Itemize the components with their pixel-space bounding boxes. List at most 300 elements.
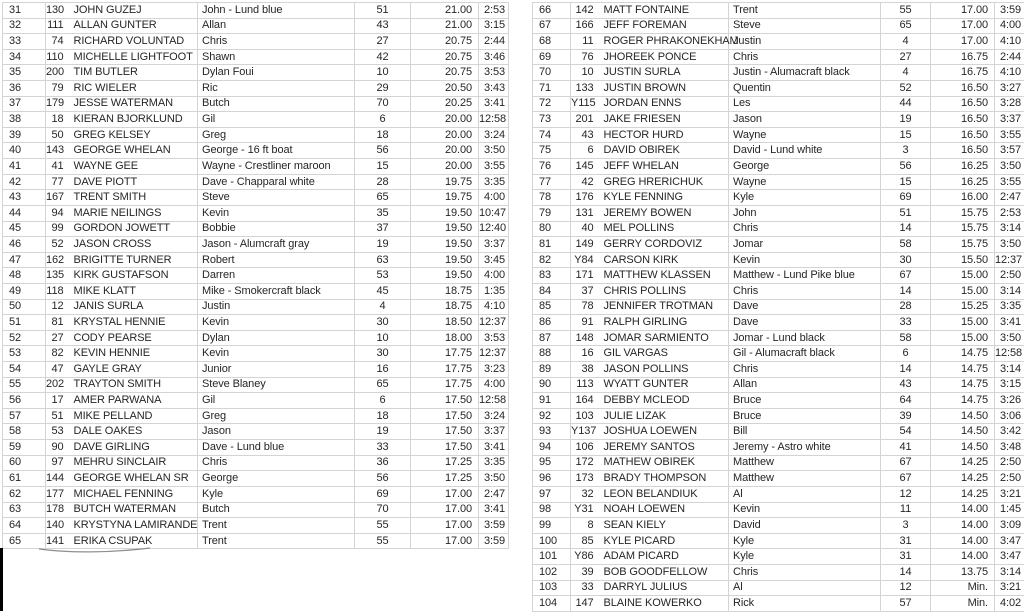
table-row: [533, 143, 1024, 159]
rank-cell: 95: [533, 455, 571, 471]
score-cell: 70: [355, 96, 411, 112]
name-cell: JASON CROSS: [71, 237, 198, 253]
time-cell: 3:55: [479, 159, 509, 175]
table-row: [3, 221, 509, 237]
table-row: [3, 330, 509, 346]
boat-cell: Jason: [198, 424, 355, 440]
table-row: [533, 174, 1024, 190]
weight-cell: Min.: [931, 596, 995, 612]
score-cell: 30: [355, 346, 411, 362]
number-cell: 176: [571, 190, 601, 206]
score-cell: 31: [881, 549, 931, 565]
number-cell: 140: [46, 518, 71, 534]
table-row: [533, 393, 1024, 409]
number-cell: 131: [571, 205, 601, 221]
name-cell: RICHARD VOLUNTAD: [71, 34, 198, 50]
boat-cell: Steve Blaney: [198, 377, 355, 393]
boat-cell: Chris: [729, 564, 881, 580]
score-cell: 43: [881, 377, 931, 393]
boat-cell: Chris: [729, 283, 881, 299]
rank-cell: 63: [3, 502, 46, 518]
rank-cell: 96: [533, 471, 571, 487]
table-row: [3, 190, 509, 206]
name-cell: GREG KELSEY: [71, 127, 198, 143]
rank-cell: 76: [533, 159, 571, 175]
score-cell: 6: [881, 346, 931, 362]
time-cell: 3:50: [995, 159, 1024, 175]
rank-cell: 62: [3, 486, 46, 502]
score-cell: 55: [881, 3, 931, 19]
number-cell: 77: [46, 174, 71, 190]
boat-cell: Dave - Chapparal white: [198, 174, 355, 190]
table-row: [533, 533, 1024, 549]
rank-cell: 67: [533, 18, 571, 34]
weight-cell: 14.00: [931, 549, 995, 565]
weight-cell: 14.50: [931, 424, 995, 440]
rank-cell: 34: [3, 49, 46, 65]
boat-cell: Al: [729, 486, 881, 502]
time-cell: 2:44: [995, 49, 1024, 65]
boat-cell: Butch: [198, 502, 355, 518]
score-cell: 67: [881, 455, 931, 471]
time-cell: 3:47: [995, 549, 1024, 565]
rank-cell: 47: [3, 252, 46, 268]
name-cell: JORDAN ENNS: [601, 96, 729, 112]
score-cell: 14: [881, 221, 931, 237]
score-cell: 14: [881, 564, 931, 580]
score-cell: 37: [355, 221, 411, 237]
time-cell: 3:14: [995, 221, 1024, 237]
time-cell: 12:37: [479, 346, 509, 362]
boat-cell: Chris: [729, 362, 881, 378]
number-cell: 18: [46, 112, 71, 128]
table-row: [533, 190, 1024, 206]
rank-cell: 56: [3, 393, 46, 409]
rank-cell: 79: [533, 205, 571, 221]
boat-cell: Mike - Smokercraft black: [198, 283, 355, 299]
window-edge-bar: [0, 548, 3, 611]
number-cell: 6: [571, 143, 601, 159]
score-cell: 53: [355, 268, 411, 284]
score-cell: 64: [881, 393, 931, 409]
score-cell: 70: [355, 502, 411, 518]
rank-cell: 98: [533, 502, 571, 518]
score-cell: 4: [355, 299, 411, 315]
score-cell: 39: [881, 408, 931, 424]
name-cell: KIERAN BJORKLUND: [71, 112, 198, 128]
boat-cell: Darren: [198, 268, 355, 284]
name-cell: JULIE LIZAK: [601, 408, 729, 424]
time-cell: 3:47: [995, 533, 1024, 549]
name-cell: DEBBY MCLEOD: [601, 393, 729, 409]
score-cell: 58: [881, 330, 931, 346]
table-row: [533, 65, 1024, 81]
weight-cell: 15.75: [931, 205, 995, 221]
number-cell: 43: [571, 127, 601, 143]
rank-cell: 77: [533, 174, 571, 190]
table-row: [3, 205, 509, 221]
rank-cell: 64: [3, 518, 46, 534]
score-cell: 4: [881, 34, 931, 50]
number-cell: Y86: [571, 549, 601, 565]
rank-cell: 91: [533, 393, 571, 409]
boat-cell: Les: [729, 96, 881, 112]
number-cell: Y115: [571, 96, 601, 112]
number-cell: 113: [571, 377, 601, 393]
table-row: [3, 377, 509, 393]
score-cell: 42: [355, 49, 411, 65]
table-row: [533, 34, 1024, 50]
table-row: [533, 486, 1024, 502]
weight-cell: 17.00: [931, 18, 995, 34]
boat-cell: Wayne - Crestliner maroon: [198, 159, 355, 175]
score-cell: 18: [355, 127, 411, 143]
weight-cell: 16.25: [931, 174, 995, 190]
boat-cell: Jeremy - Astro white: [729, 440, 881, 456]
boat-cell: Ric: [198, 81, 355, 97]
weight-cell: 20.00: [411, 127, 479, 143]
score-cell: 41: [881, 440, 931, 456]
number-cell: 32: [571, 486, 601, 502]
weight-cell: 20.00: [411, 159, 479, 175]
boat-cell: Butch: [198, 96, 355, 112]
boat-cell: Trent: [729, 3, 881, 19]
score-cell: 31: [881, 533, 931, 549]
boat-cell: Wayne: [729, 127, 881, 143]
boat-cell: Chris: [198, 455, 355, 471]
number-cell: 130: [46, 3, 71, 19]
score-cell: 57: [881, 596, 931, 612]
weight-cell: 17.75: [411, 346, 479, 362]
table-row: [3, 159, 509, 175]
weight-cell: 16.50: [931, 81, 995, 97]
time-cell: 3:14: [995, 283, 1024, 299]
score-cell: 29: [355, 81, 411, 97]
table-row: [3, 268, 509, 284]
time-cell: 2:47: [479, 486, 509, 502]
time-cell: 3:55: [995, 127, 1024, 143]
time-cell: 3:48: [995, 440, 1024, 456]
boat-cell: Matthew: [729, 471, 881, 487]
time-cell: 4:02: [995, 596, 1024, 612]
boat-cell: Robert: [198, 252, 355, 268]
score-cell: 30: [881, 252, 931, 268]
score-cell: 52: [881, 81, 931, 97]
table-row: [3, 315, 509, 331]
name-cell: JESSE WATERMAN: [71, 96, 198, 112]
rank-cell: 103: [533, 580, 571, 596]
time-cell: 1:45: [995, 502, 1024, 518]
underline-annotation: [38, 546, 152, 556]
weight-cell: 17.50: [411, 440, 479, 456]
score-cell: 63: [355, 252, 411, 268]
rank-cell: 40: [3, 143, 46, 159]
boat-cell: Bruce: [729, 408, 881, 424]
weight-cell: 20.00: [411, 112, 479, 128]
time-cell: 3:50: [479, 143, 509, 159]
rank-cell: 37: [3, 96, 46, 112]
score-cell: 14: [881, 362, 931, 378]
name-cell: JOSHUA LOEWEN: [601, 424, 729, 440]
number-cell: 41: [46, 159, 71, 175]
rank-cell: 36: [3, 81, 46, 97]
weight-cell: 19.75: [411, 190, 479, 206]
time-cell: 3:14: [995, 564, 1024, 580]
score-cell: 69: [881, 190, 931, 206]
rank-cell: 52: [3, 330, 46, 346]
weight-cell: 16.50: [931, 112, 995, 128]
name-cell: GREG HRERICHUK: [601, 174, 729, 190]
boat-cell: Al: [729, 580, 881, 596]
rank-cell: 38: [3, 112, 46, 128]
rank-cell: 82: [533, 252, 571, 268]
name-cell: JEFF FOREMAN: [601, 18, 729, 34]
rank-cell: 49: [3, 283, 46, 299]
table-row: [3, 49, 509, 65]
table-row: [533, 596, 1024, 612]
number-cell: 27: [46, 330, 71, 346]
weight-cell: 14.50: [931, 440, 995, 456]
table-row: [3, 96, 509, 112]
weight-cell: 14.75: [931, 346, 995, 362]
weight-cell: 18.75: [411, 283, 479, 299]
weight-cell: Min.: [931, 580, 995, 596]
weight-cell: 14.25: [931, 471, 995, 487]
table-row: [533, 3, 1024, 19]
number-cell: 171: [571, 268, 601, 284]
score-cell: 19: [355, 424, 411, 440]
weight-cell: 17.50: [411, 393, 479, 409]
time-cell: 3:59: [479, 533, 509, 549]
score-cell: 15: [881, 174, 931, 190]
rank-cell: 102: [533, 564, 571, 580]
table-row: [533, 424, 1024, 440]
time-cell: 12:58: [479, 112, 509, 128]
weight-cell: 20.75: [411, 49, 479, 65]
score-cell: 3: [881, 518, 931, 534]
rank-cell: 45: [3, 221, 46, 237]
boat-cell: Dylan Foui: [198, 65, 355, 81]
table-row: [533, 330, 1024, 346]
rank-cell: 35: [3, 65, 46, 81]
boat-cell: Steve: [729, 18, 881, 34]
table-row: [533, 315, 1024, 331]
weight-cell: 14.75: [931, 393, 995, 409]
weight-cell: 15.75: [931, 221, 995, 237]
time-cell: 3:15: [479, 18, 509, 34]
time-cell: 12:37: [479, 315, 509, 331]
number-cell: 106: [571, 440, 601, 456]
number-cell: 141: [46, 533, 71, 549]
rank-cell: 42: [3, 174, 46, 190]
weight-cell: 14.50: [931, 408, 995, 424]
name-cell: MATHEW OBIREK: [601, 455, 729, 471]
score-cell: 67: [881, 268, 931, 284]
table-row: [3, 424, 509, 440]
weight-cell: 19.50: [411, 237, 479, 253]
table-row: [3, 299, 509, 315]
boat-cell: Justin - Alumacraft black: [729, 65, 881, 81]
weight-cell: 17.00: [411, 533, 479, 549]
number-cell: 133: [571, 81, 601, 97]
number-cell: 201: [571, 112, 601, 128]
number-cell: 144: [46, 471, 71, 487]
number-cell: 135: [46, 268, 71, 284]
score-cell: 28: [355, 174, 411, 190]
weight-cell: 17.50: [411, 424, 479, 440]
weight-cell: 20.50: [411, 81, 479, 97]
name-cell: GIL VARGAS: [601, 346, 729, 362]
table-row: [3, 393, 509, 409]
score-cell: 15: [881, 127, 931, 143]
time-cell: 4:10: [479, 299, 509, 315]
weight-cell: 16.50: [931, 96, 995, 112]
time-cell: 3:26: [995, 393, 1024, 409]
name-cell: HECTOR HURD: [601, 127, 729, 143]
time-cell: 3:23: [479, 362, 509, 378]
number-cell: 51: [46, 408, 71, 424]
table-row: [3, 143, 509, 159]
rank-cell: 83: [533, 268, 571, 284]
score-cell: 65: [355, 377, 411, 393]
rank-cell: 78: [533, 190, 571, 206]
boat-cell: Gil - Alumacraft black: [729, 346, 881, 362]
score-cell: 35: [355, 205, 411, 221]
score-cell: 58: [881, 237, 931, 253]
table-row: [533, 127, 1024, 143]
number-cell: 166: [571, 18, 601, 34]
boat-cell: Gil: [198, 112, 355, 128]
boat-cell: Matthew - Lund Pike blue: [729, 268, 881, 284]
name-cell: BOB GOODFELLOW: [601, 564, 729, 580]
rank-cell: 59: [3, 440, 46, 456]
rank-cell: 46: [3, 237, 46, 253]
boat-cell: Justin: [729, 34, 881, 50]
name-cell: BRADY THOMPSON: [601, 471, 729, 487]
boat-cell: Kevin: [198, 346, 355, 362]
number-cell: 147: [571, 596, 601, 612]
table-row: [533, 440, 1024, 456]
number-cell: 164: [571, 393, 601, 409]
time-cell: 12:40: [479, 221, 509, 237]
weight-cell: 16.25: [931, 159, 995, 175]
name-cell: KRYSTYNA LAMIRANDE: [71, 518, 198, 534]
table-row: [3, 18, 509, 34]
boat-cell: Jason - Alumcraft gray: [198, 237, 355, 253]
boat-cell: Greg: [198, 127, 355, 143]
boat-cell: Dylan: [198, 330, 355, 346]
rank-cell: 54: [3, 362, 46, 378]
time-cell: 4:10: [995, 65, 1024, 81]
name-cell: KYLE PICARD: [601, 533, 729, 549]
time-cell: 2:44: [479, 34, 509, 50]
rank-cell: 44: [3, 205, 46, 221]
name-cell: JOHN GUZEJ: [71, 3, 198, 19]
name-cell: KRYSTAL HENNIE: [71, 315, 198, 331]
score-cell: 19: [881, 112, 931, 128]
weight-cell: 14.00: [931, 518, 995, 534]
table-row: [3, 440, 509, 456]
rank-cell: 101: [533, 549, 571, 565]
boat-cell: David - Lund white: [729, 143, 881, 159]
name-cell: JHOREEK PONCE: [601, 49, 729, 65]
boat-cell: Jason: [729, 112, 881, 128]
time-cell: 3:09: [995, 518, 1024, 534]
time-cell: 3:50: [995, 237, 1024, 253]
rank-cell: 75: [533, 143, 571, 159]
rank-cell: 80: [533, 221, 571, 237]
rank-cell: 72: [533, 96, 571, 112]
boat-cell: Kevin: [729, 252, 881, 268]
score-cell: 33: [355, 440, 411, 456]
rank-cell: 55: [3, 377, 46, 393]
name-cell: KYLE FENNING: [601, 190, 729, 206]
time-cell: 3:21: [995, 580, 1024, 596]
table-row: [533, 268, 1024, 284]
name-cell: DAVE PIOTT: [71, 174, 198, 190]
rank-cell: 31: [3, 3, 46, 19]
score-cell: 56: [355, 471, 411, 487]
left-results-table-body: [3, 3, 509, 549]
name-cell: CODY PEARSE: [71, 330, 198, 346]
weight-cell: 16.75: [931, 65, 995, 81]
rank-cell: 93: [533, 424, 571, 440]
table-row: [3, 112, 509, 128]
boat-cell: Jomar: [729, 237, 881, 253]
score-cell: 6: [355, 393, 411, 409]
name-cell: JUSTIN BROWN: [601, 81, 729, 97]
boat-cell: Steve: [198, 190, 355, 206]
rank-cell: 97: [533, 486, 571, 502]
number-cell: 111: [46, 18, 71, 34]
table-row: [533, 346, 1024, 362]
name-cell: MIKE PELLAND: [71, 408, 198, 424]
time-cell: 2:50: [995, 455, 1024, 471]
table-row: [533, 205, 1024, 221]
name-cell: JANIS SURLA: [71, 299, 198, 315]
score-cell: 15: [355, 159, 411, 175]
rank-cell: 89: [533, 362, 571, 378]
rank-cell: 50: [3, 299, 46, 315]
rank-cell: 60: [3, 455, 46, 471]
time-cell: 3:57: [995, 143, 1024, 159]
weight-cell: 18.50: [411, 315, 479, 331]
boat-cell: Gil: [198, 393, 355, 409]
name-cell: GEORGE WHELAN: [71, 143, 198, 159]
name-cell: GAYLE GRAY: [71, 362, 198, 378]
number-cell: 172: [571, 455, 601, 471]
name-cell: DALE OAKES: [71, 424, 198, 440]
table-row: [3, 3, 509, 19]
rank-cell: 61: [3, 471, 46, 487]
boat-cell: Rick: [729, 596, 881, 612]
rank-cell: 104: [533, 596, 571, 612]
table-row: [533, 471, 1024, 487]
time-cell: 12:58: [479, 393, 509, 409]
boat-cell: John: [729, 205, 881, 221]
table-row: [3, 408, 509, 424]
name-cell: KEVIN HENNIE: [71, 346, 198, 362]
number-cell: 10: [571, 65, 601, 81]
name-cell: JAKE FRIESEN: [601, 112, 729, 128]
name-cell: JOMAR SARMIENTO: [601, 330, 729, 346]
rank-cell: 69: [533, 49, 571, 65]
rank-cell: 53: [3, 346, 46, 362]
weight-cell: 19.50: [411, 252, 479, 268]
rank-cell: 70: [533, 65, 571, 81]
number-cell: 177: [46, 486, 71, 502]
boat-cell: Kyle: [729, 190, 881, 206]
